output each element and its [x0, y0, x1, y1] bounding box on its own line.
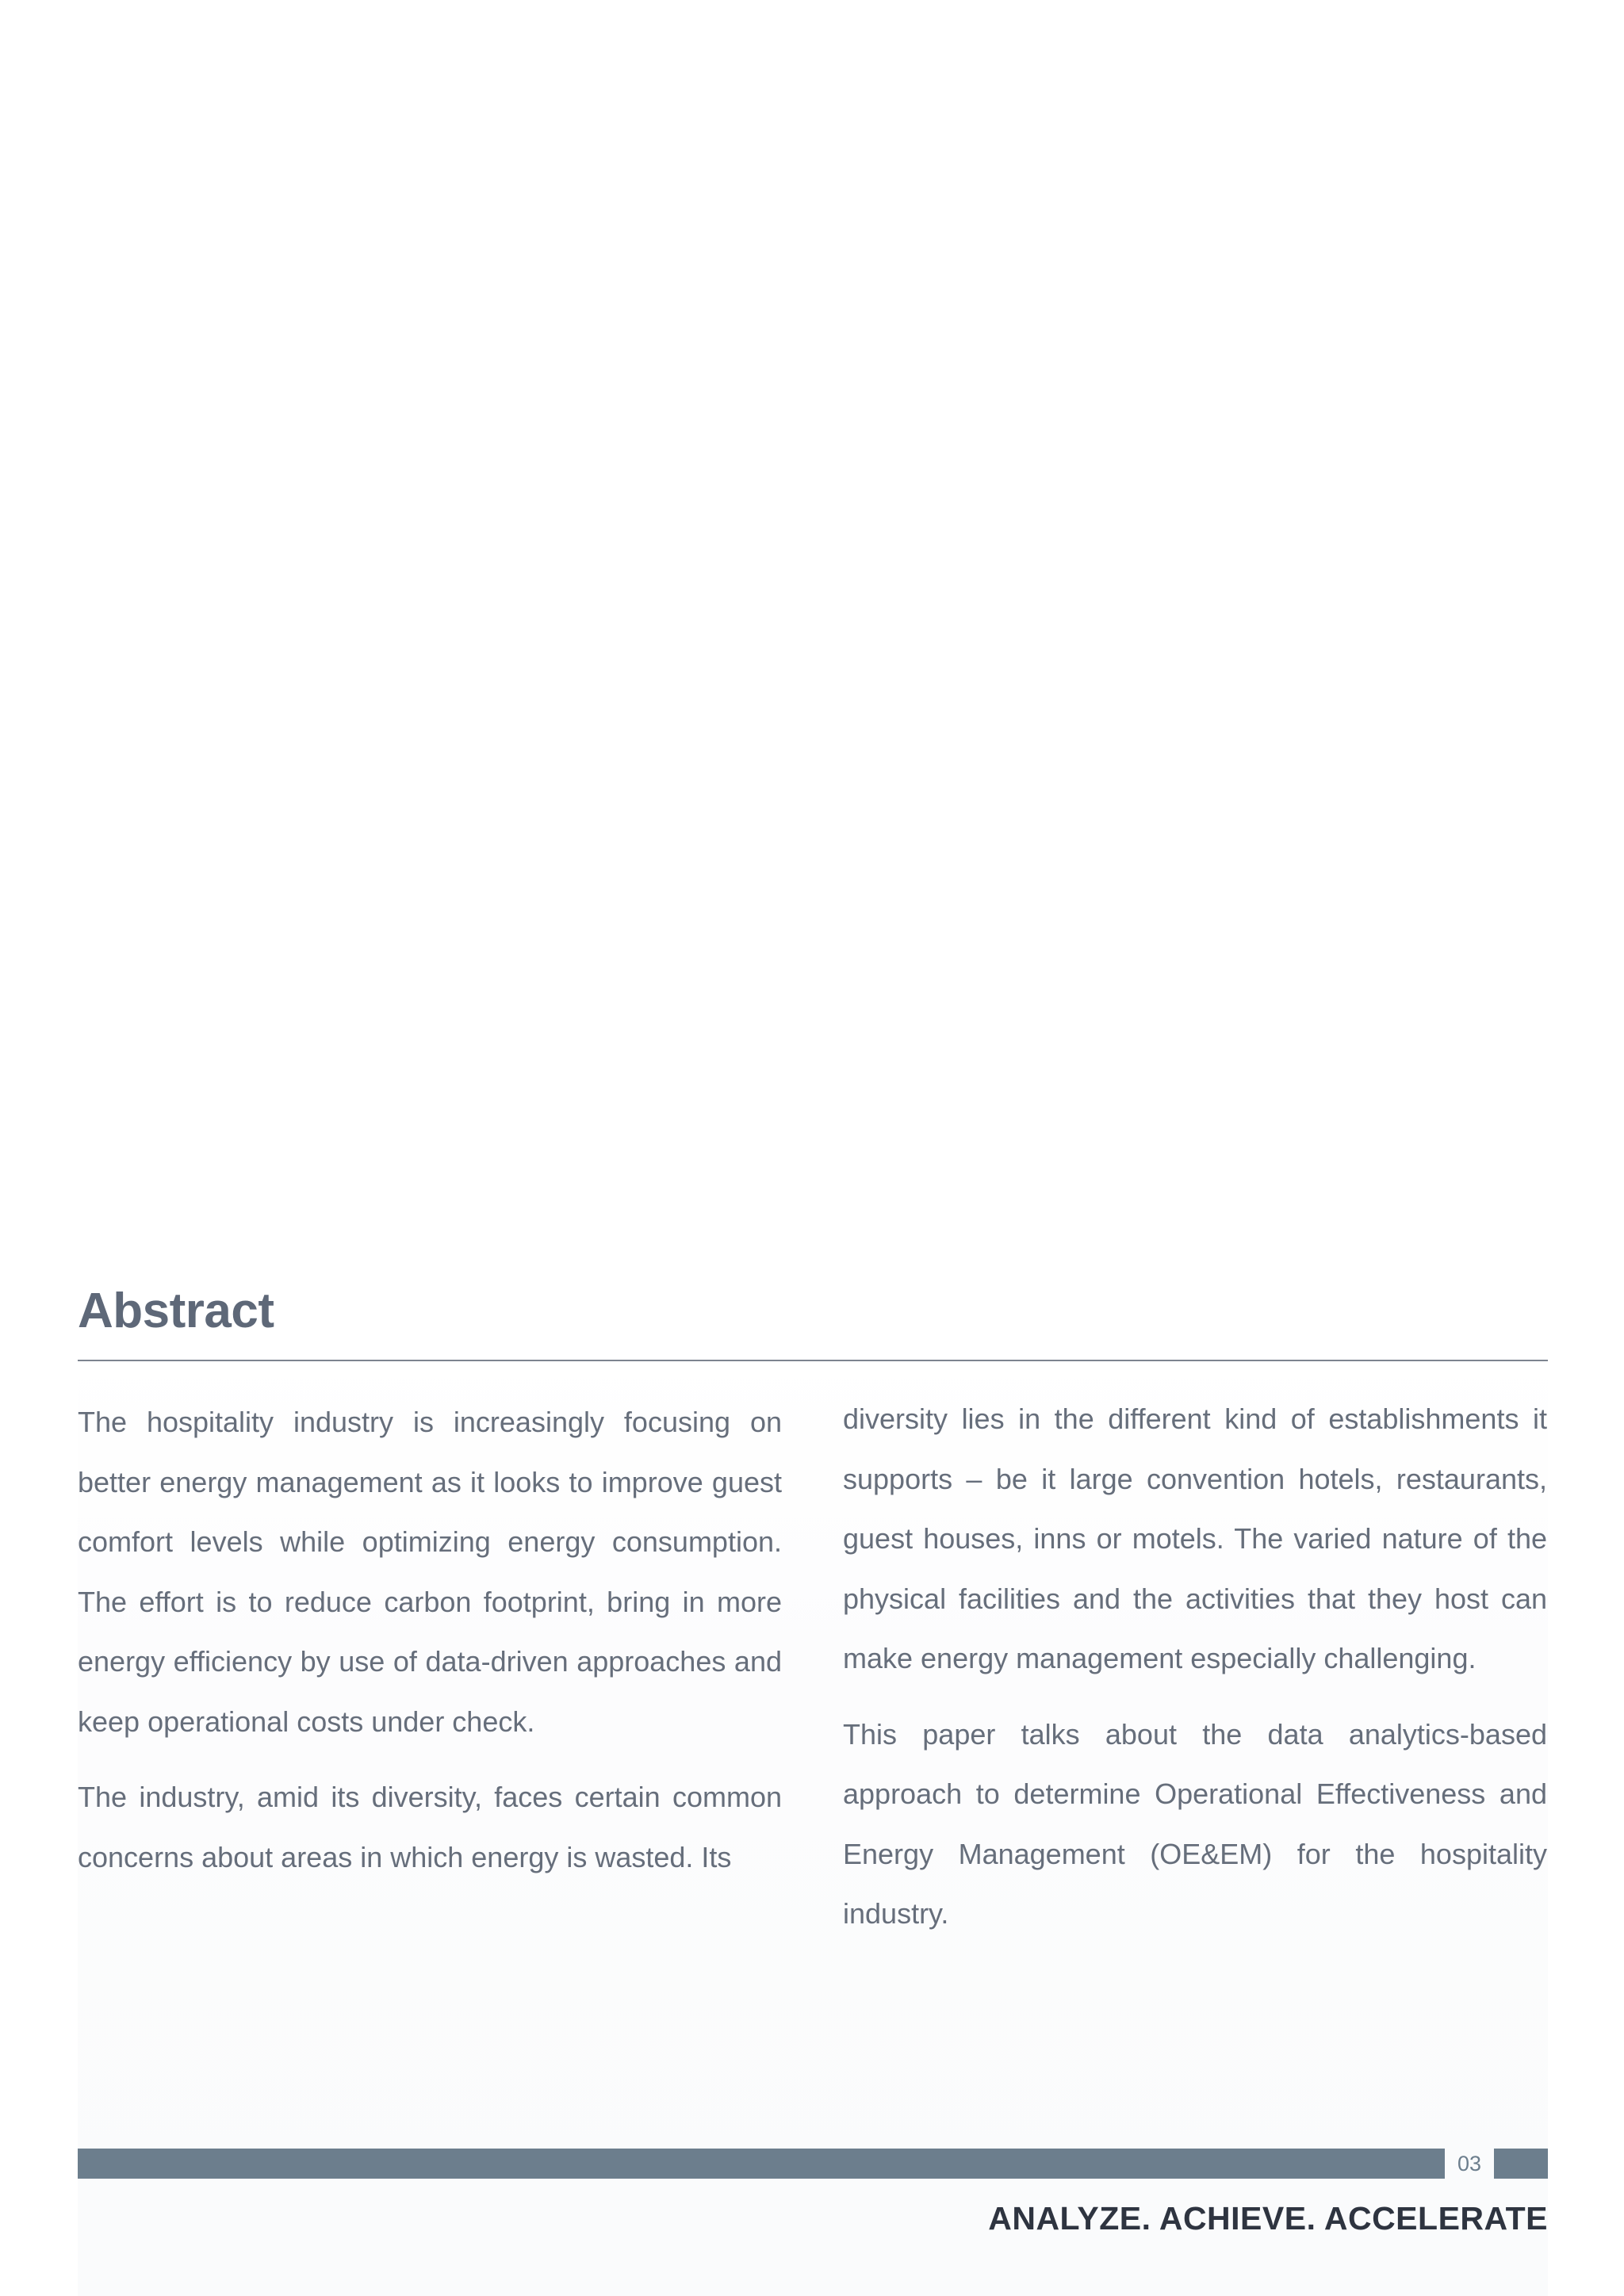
- right-column: [843, 1389, 1547, 1960]
- left-paragraph-2: The industry, amid its diversity, faces certain common concerns about areas in which energy is wasted. Its: [78, 1781, 782, 1873]
- footer-bar-right: [1494, 2149, 1548, 2179]
- left-column: [78, 1392, 782, 1903]
- page-number: 03: [1457, 2152, 1482, 2175]
- footer-tagline: ANALYZE. ACHIEVE. ACCELERATE: [988, 2200, 1548, 2237]
- section-heading: Abstract: [78, 1284, 274, 1338]
- left-paragraph-1: The hospitality industry is increasingly focusing on better energy management as it looks to improve guest comfort levels while optimizing energy consumption. The effort is to reduce carbon footprint, bring in more energy efficiency by use of data-driven approaches and keep operational costs under check.: [78, 1406, 782, 1738]
- heading-divider: [78, 1360, 1548, 1361]
- right-paragraph-2: This paper talks about the data analytics-based approach to determine Operational Effectiveness and Energy Management (OE&EM) for the hospitality industry.: [843, 1717, 1547, 1930]
- footer-bar-left: [78, 2149, 1445, 2179]
- right-paragraph-1: diversity lies in the different kind of establishments it supports – be it large convention hotels, restaurants, guest houses, inns or motels. The varied nature of the physical facilities and the activities that they host can make energy management especially challenging.: [843, 1402, 1547, 1674]
